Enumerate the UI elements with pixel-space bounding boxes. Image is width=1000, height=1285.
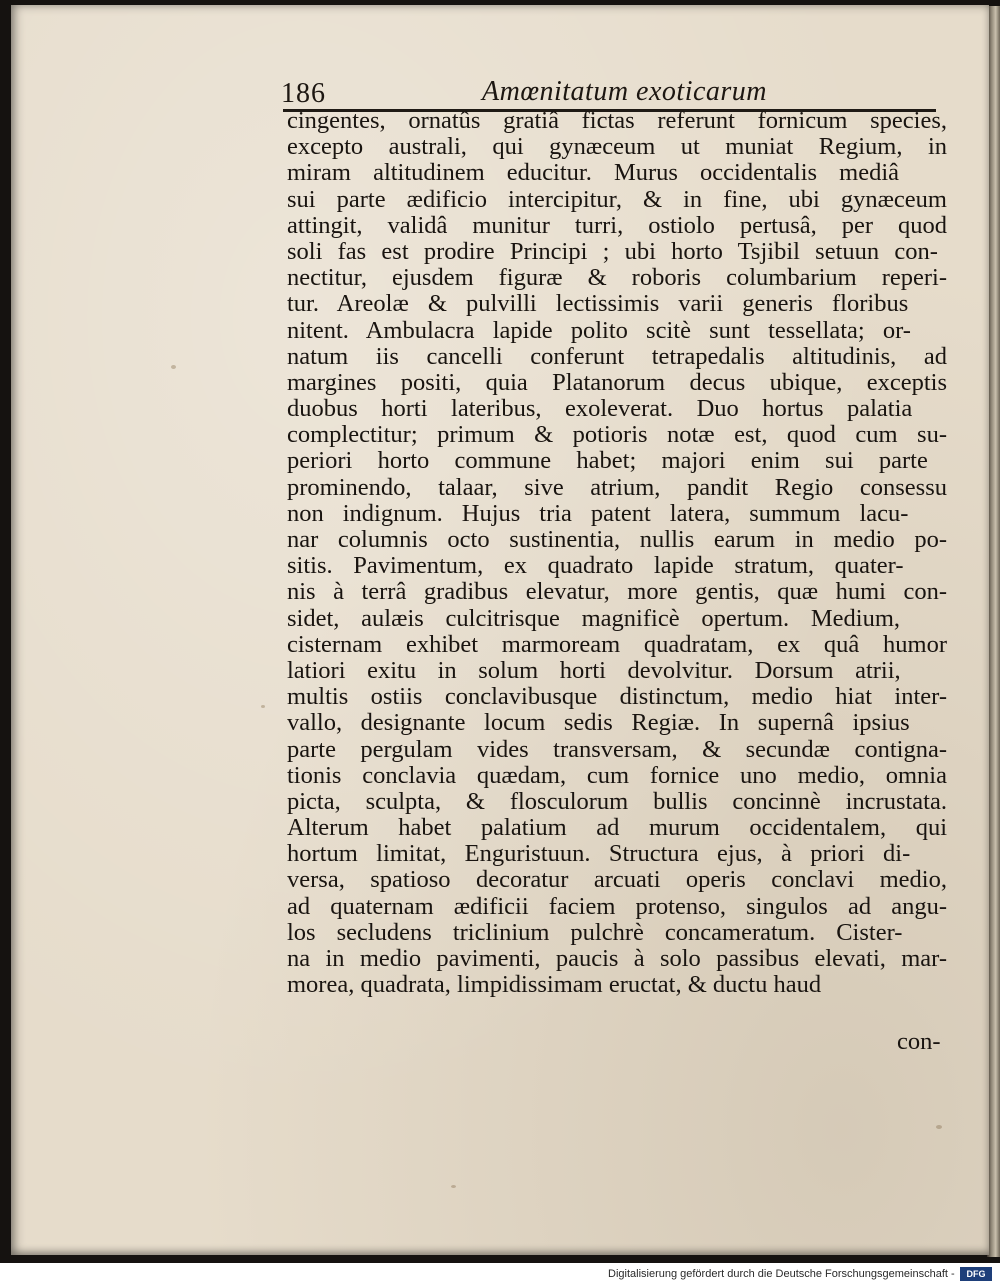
text-line: morea, quadrata, limpidissimam eructat, & ductu haud xyxy=(287,972,822,999)
text-line: duobus horti lateribus, exoleverat. Duo hortus palatia xyxy=(287,396,913,423)
body-text xyxy=(287,108,952,998)
text-line: nis à terrâ gradibus elevatur, more gentis, quæ humi con- xyxy=(287,579,947,606)
text-line: picta, sculpta, & flosculorum bullis concinnè incrustata. xyxy=(287,788,947,815)
text-line: vallo, designante locum sedis Regiæ. In supernâ ipsius xyxy=(287,710,910,737)
catchword: con- xyxy=(897,1028,941,1055)
running-title: Amœnitatum exoticarum xyxy=(482,76,768,107)
text-line: margines positi, quia Platanorum decus ubique, exceptis xyxy=(287,369,947,396)
text-line: hortum limitat, Enguristuun. Structura ejus, à priori di- xyxy=(287,841,911,868)
text-line: prominendo, talaar, sive atrium, pandit Regio consessu xyxy=(287,474,947,501)
text-line: parte pergulam vides transversam, & secundæ contigna- xyxy=(287,736,947,763)
text-line: ad quaternam ædificii faciem protenso, singulos ad angu- xyxy=(287,893,947,920)
footer-credit xyxy=(600,1266,1000,1284)
text-line: los secludens triclinium pulchrè concameratum. Cister- xyxy=(287,919,903,946)
text-line: attingit, validâ munitur turri, ostiolo pertusâ, per quod xyxy=(287,212,947,239)
text-line: sitis. Pavimentum, ex quadrato lapide stratum, quater- xyxy=(287,553,904,580)
text-line: tionis conclavia quædam, cum fornice uno medio, omnia xyxy=(287,762,947,789)
footer-credit-text: Digitalisierung gefördert durch die Deutsche Forschungsgemeinschaft - xyxy=(608,1268,955,1280)
text-line: sidet, aulæis culcitrisque magnificè opertum. Medium, xyxy=(287,605,901,632)
text-line: tur. Areolæ & pulvilli lectissimis varii generis floribus xyxy=(287,291,909,318)
paper-stain xyxy=(936,1125,942,1129)
text-line: non indignum. Hujus tria patent latera, summum lacu- xyxy=(287,500,909,527)
text-line: nar columnis octo sustinentia, nullis earum in medio po- xyxy=(287,527,947,553)
text-line: periori horto commune habet; majori enim sui parte xyxy=(287,448,928,475)
text-line: cisternam exhibet marmoream quadratam, ex quâ humor xyxy=(287,631,947,658)
dfg-logo: DFG xyxy=(960,1267,992,1281)
text-line: cingentes, ornatûs gratiâ fictas referunt fornicum species, xyxy=(287,108,947,134)
text-line: nectitur, ejusdem figuræ & roboris columbarium reperi- xyxy=(287,265,947,292)
text-line: Alterum habet palatium ad murum occidentalem, qui xyxy=(287,815,947,842)
text-line: natum iis cancelli conferunt tetrapedalis altitudinis, ad xyxy=(287,343,947,370)
paper-stain xyxy=(171,365,176,369)
paper-stain xyxy=(261,705,265,708)
text-line: soli fas est prodire Principi ; ubi horto Tsjibil setuun con- xyxy=(287,238,938,265)
text-line: excepto australi, qui gynæceum ut muniat Regium, in xyxy=(287,134,947,161)
text-line: versa, spatioso decoratur arcuati operis conclavi medio, xyxy=(287,867,947,894)
text-line: complectitur; primum & potioris notæ est, quod cum su- xyxy=(287,422,947,449)
text-line: latiori exitu in solum horti devolvitur. Dorsum atrii, xyxy=(287,657,901,684)
text-line: na in medio pavimenti, paucis à solo passibus elevati, mar- xyxy=(287,946,947,972)
paper-stain xyxy=(451,1185,456,1188)
page-number: 186 xyxy=(281,78,326,109)
text-line: nitent. Ambulacra lapide polito scitè sunt tessellata; or- xyxy=(287,317,911,344)
text-line: miram altitudinem educitur. Murus occidentalis mediâ xyxy=(287,160,900,187)
page-header xyxy=(277,76,937,110)
text-line: sui parte ædificio intercipitur, & in fine, ubi gynæceum xyxy=(287,186,947,213)
text-line: multis ostiis conclavibusque distinctum, medio hiat inter- xyxy=(287,684,947,711)
